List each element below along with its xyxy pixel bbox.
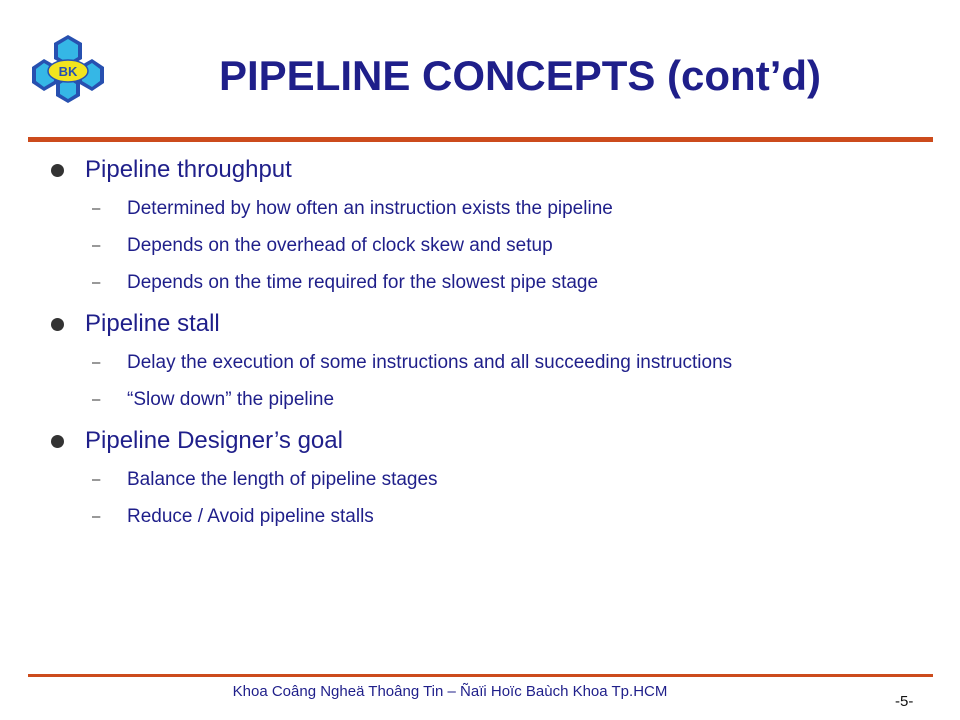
sub-list xyxy=(0,190,960,301)
bullet-label: Pipeline stall xyxy=(85,310,220,337)
sub-item-text: Determined by how often an instruction exists the pipeline xyxy=(127,198,613,219)
logo-text: BK xyxy=(58,64,78,79)
bullet-dot-icon xyxy=(51,164,64,177)
footer-divider xyxy=(28,674,933,677)
slide-content xyxy=(0,150,960,535)
bullet-dot-icon xyxy=(51,318,64,331)
page-number: -5- xyxy=(895,693,914,710)
sub-list xyxy=(0,461,960,535)
bullet-item xyxy=(0,421,960,461)
bullet-section xyxy=(0,304,960,418)
bullet-item xyxy=(0,150,960,190)
bullet-label: Pipeline Designer’s goal xyxy=(85,427,343,454)
sub-item xyxy=(0,344,960,381)
university-logo xyxy=(30,33,106,105)
sub-item xyxy=(0,381,960,418)
sub-item-text: “Slow down” the pipeline xyxy=(127,389,335,410)
sub-item xyxy=(0,264,960,301)
bk-logo-icon xyxy=(30,33,106,105)
bullet-item xyxy=(0,304,960,344)
sub-item-text: Depends on the time required for the slowest pipe stage xyxy=(127,272,599,293)
bullet-section xyxy=(0,150,960,301)
dash-marker: – xyxy=(92,274,101,291)
dash-marker: – xyxy=(92,508,101,525)
sub-item xyxy=(0,190,960,227)
sub-item xyxy=(0,461,960,498)
dash-marker: – xyxy=(92,391,101,408)
dash-marker: – xyxy=(92,200,101,217)
slide-title: PIPELINE CONCEPTS (cont’d) xyxy=(218,52,822,99)
title-divider xyxy=(28,137,933,142)
dash-marker: – xyxy=(92,237,101,254)
bullet-dot-icon xyxy=(51,435,64,448)
sub-item-text: Reduce / Avoid pipeline stalls xyxy=(127,506,374,527)
sub-list xyxy=(0,344,960,418)
sub-item-text: Balance the length of pipeline stages xyxy=(127,469,438,490)
sub-item-text: Delay the execution of some instructions and all succeeding instructions xyxy=(127,352,733,373)
sub-item xyxy=(0,227,960,264)
bullet-label: Pipeline throughput xyxy=(85,156,292,183)
dash-marker: – xyxy=(92,354,101,371)
dash-marker: – xyxy=(92,471,101,488)
sub-item xyxy=(0,498,960,535)
sub-item-text: Depends on the overhead of clock skew and setup xyxy=(127,235,553,256)
footer-text: Khoa Coâng Ngheä Thoâng Tin – Ñaïi Hoïc Baùch Khoa Tp.HCM xyxy=(232,683,668,700)
bullet-section xyxy=(0,421,960,535)
